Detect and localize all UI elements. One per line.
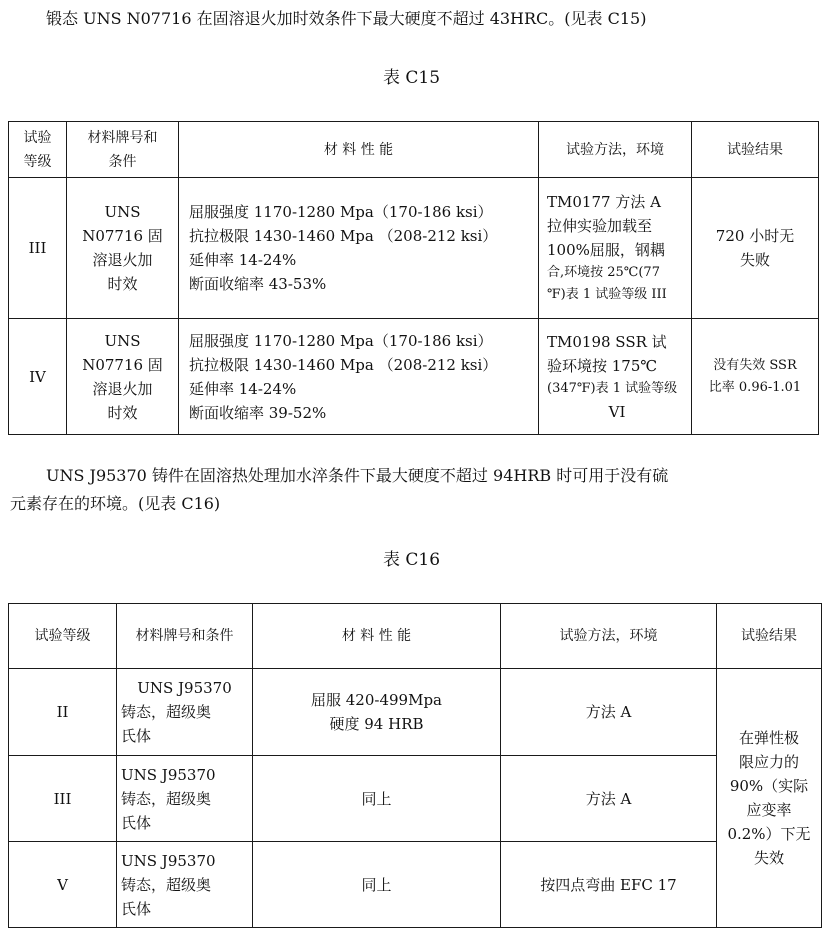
header-level: 试验 等级 [9,122,67,178]
cell-properties: 屈服强度 1170-1280 Mpa（170-186 ksi） 抗拉极限 1430-1460 Mpa （208-212 ksi） 延伸率 14-24% 断面收缩率 43-53% [179,178,539,319]
cell-material: UNS J95370 铸态，超级奥 氏体 [117,756,253,842]
cell-level: III [9,178,67,319]
header-method: 试验方法，环境 [501,604,717,669]
cell-material: UNS J95370 铸态，超级奥 氏体 [117,842,253,928]
cell-method: TM0177 方法 A 拉伸实验加载至 100%屈服，钢耦 合,环境按 25℃(77 ℉)表 1 试验等级 III [539,178,692,319]
header-result: 试验结果 [692,122,819,178]
intro-c16-text: UNS J95370 铸件在固溶热处理加水淬条件下最大硬度不超过 94HRB 时可用于没有硫 元素存在的环境。(见表 C16) [10,466,669,513]
table-header-row [9,122,819,178]
header-level: 试验等级 [9,604,117,669]
table-c15-caption: 表 C15 [382,68,441,88]
table-row [9,756,822,842]
table-row [9,669,822,756]
cell-properties: 屈服强度 1170-1280 Mpa（170-186 ksi） 抗拉极限 1430-1460 Mpa （208-212 ksi） 延伸率 14-24% 断面收缩率 39-52% [179,319,539,435]
table-row [9,842,822,928]
table-c16 [8,603,822,928]
table-row [9,178,819,319]
table-row [9,319,819,435]
cell-level: V [9,842,117,928]
cell-properties: 同上 [253,842,501,928]
header-result: 试验结果 [717,604,822,669]
cell-level: III [9,756,117,842]
cell-properties: 屈服 420-499Mpa 硬度 94 HRB [253,669,501,756]
cell-method: TM0198 SSR 试 验环境按 175℃ (347℉)表 1 试验等级 VI [539,319,692,435]
table-c16-caption: 表 C16 [382,550,441,570]
cell-level: IV [9,319,67,435]
cell-level: II [9,669,117,756]
cell-method: 按四点弯曲 EFC 17 [501,842,717,928]
header-method: 试验方法，环境 [539,122,692,178]
header-material: 材料牌号和条件 [117,604,253,669]
cell-material: UNS N07716 固 溶退火加 时效 [67,319,179,435]
header-properties: 材 料 性 能 [179,122,539,178]
intro-c15-text: 锻态 UNS N07716 在固溶退火加时效条件下最大硬度不超过 43HRC。(见表 C15) [46,9,647,28]
header-properties: 材 料 性 能 [253,604,501,669]
cell-result: 720 小时无 失败 [692,178,819,319]
table-c15 [8,121,819,435]
cell-method: 方法 A [501,756,717,842]
header-material: 材料牌号和 条件 [67,122,179,178]
cell-result: 没有失效 SSR 比率 0.96-1.01 [692,319,819,435]
table-header-row [9,604,822,669]
cell-material: UNS J95370 铸态，超级奥 氏体 [117,669,253,756]
cell-properties: 同上 [253,756,501,842]
cell-result: 在弹性极 限应力的 90%（实际 应变率 0.2%）下无 失效 [717,669,822,928]
cell-method: 方法 A [501,669,717,756]
cell-material: UNS N07716 固 溶退火加 时效 [67,178,179,319]
